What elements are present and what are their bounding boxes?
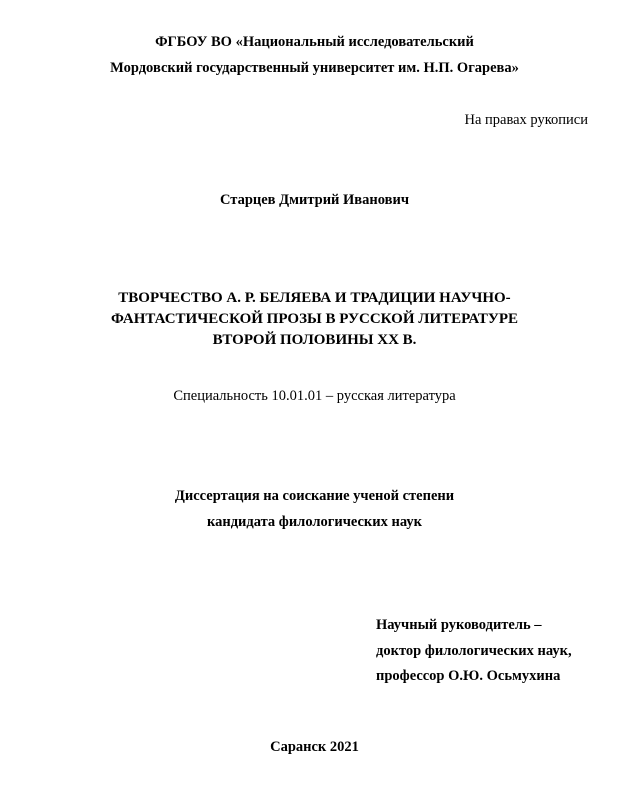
degree-line-1: Диссертация на соискание ученой степени [174, 488, 455, 504]
specialty: Специальность 10.01.01 – русская литература [173, 388, 456, 404]
org-name-line-2: Мордовский государственный университет им. Н.П. Огарева» [110, 60, 519, 76]
supervisor-line-2: доктор филологических наук, [376, 643, 572, 659]
manuscript-note: На правах рукописи [464, 112, 588, 128]
title-line-3: ВТОРОЙ ПОЛОВИНЫ ХХ В. [212, 332, 417, 348]
city-year: Саранск 2021 [270, 739, 359, 755]
title-line-1: ТВОРЧЕСТВО А. Р. БЕЛЯЕВА И ТРАДИЦИИ НАУЧНО- [118, 290, 511, 306]
supervisor-line-1: Научный руководитель – [376, 617, 542, 633]
org-name-line-1: ФГБОУ ВО «Национальный исследовательский [155, 34, 474, 50]
title-line-2: ФАНТАСТИЧЕСКОЙ ПРОЗЫ В РУССКОЙ ЛИТЕРАТУРЕ [110, 311, 519, 327]
degree-line-2: кандидата филологических наук [206, 514, 422, 530]
supervisor-line-3: профессор О.Ю. Осьмухина [376, 668, 561, 684]
author-name: Старцев Дмитрий Иванович [219, 192, 409, 208]
